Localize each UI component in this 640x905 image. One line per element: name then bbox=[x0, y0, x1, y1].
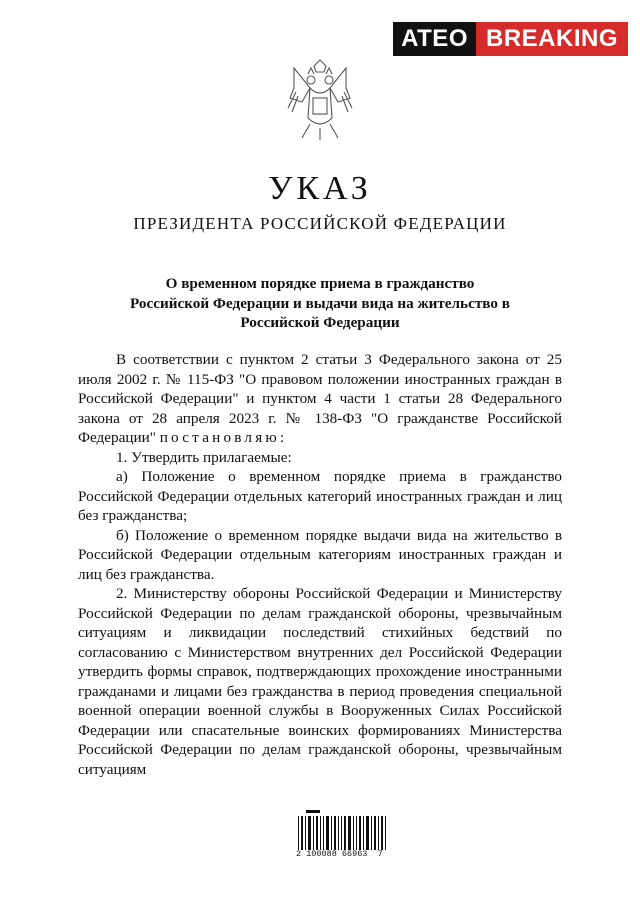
badge-brand-label: ATEO bbox=[393, 22, 476, 56]
item-2: 2. Министерству обороны Российской Федерации и Министерству Российской Федерации по делам гражданской обороны, чрезвычайным ситуациям и ликвидации последствий стихийных бедствий по согласованию с Министерством внутренних дел Российской Федерации утвердить формы справок, подтверждающих прохождение иностранными гражданами и лицами без гражданства в период проведения специальной военной операции военной службы в Вооруженных Силах Российской Федерации или спасательные воинских формированиях Министерства Российской Федерации по делам гражданской обороны, чрезвычайным ситуациям bbox=[78, 585, 562, 778]
document-body bbox=[78, 350, 562, 779]
news-badge bbox=[393, 22, 628, 56]
preamble-text: В соответствии с пунктом 2 статьи 3 Федерального закона от 25 июля 2002 г. № 115-ФЗ "О правовом положении иностранных граждан в Российской Федерации" и пунктом 4 части 1 статьи 28 Федерального закона от 28 апреля 2023 г. № 138-ФЗ "О гражданстве Российской Федерации" bbox=[78, 351, 562, 446]
preamble-paragraph bbox=[78, 350, 562, 448]
coat-of-arms-emblem-icon bbox=[280, 58, 360, 144]
barcode-number: 2 100088 66963 7 bbox=[296, 849, 383, 859]
decree-heading bbox=[0, 274, 640, 333]
decree-word: постановляю: bbox=[159, 429, 288, 446]
document-title: УКАЗ bbox=[268, 170, 372, 207]
heading-line: Российской Федерации bbox=[240, 314, 400, 331]
barcode-icon bbox=[296, 810, 390, 850]
item-1a: а) Положение о временном порядке приема в гражданство Российской Федерации отдельных категорий иностранных граждан и лиц без гражданства; bbox=[78, 468, 562, 524]
heading-line: О временном порядке приема в гражданство bbox=[165, 275, 475, 292]
item-1: 1. Утвердить прилагаемые: bbox=[116, 448, 292, 466]
document-subtitle: ПРЕЗИДЕНТА РОССИЙСКОЙ ФЕДЕРАЦИИ bbox=[133, 214, 507, 233]
item-1b: б) Положение о временном порядке выдачи вида на жительство в Российской Федерации отдельным категориям иностранных граждан и лиц без гражданства. bbox=[78, 526, 562, 583]
badge-breaking-label: BREAKING bbox=[476, 22, 628, 56]
heading-line: Российской Федерации и выдачи вида на жительство в bbox=[130, 294, 510, 312]
